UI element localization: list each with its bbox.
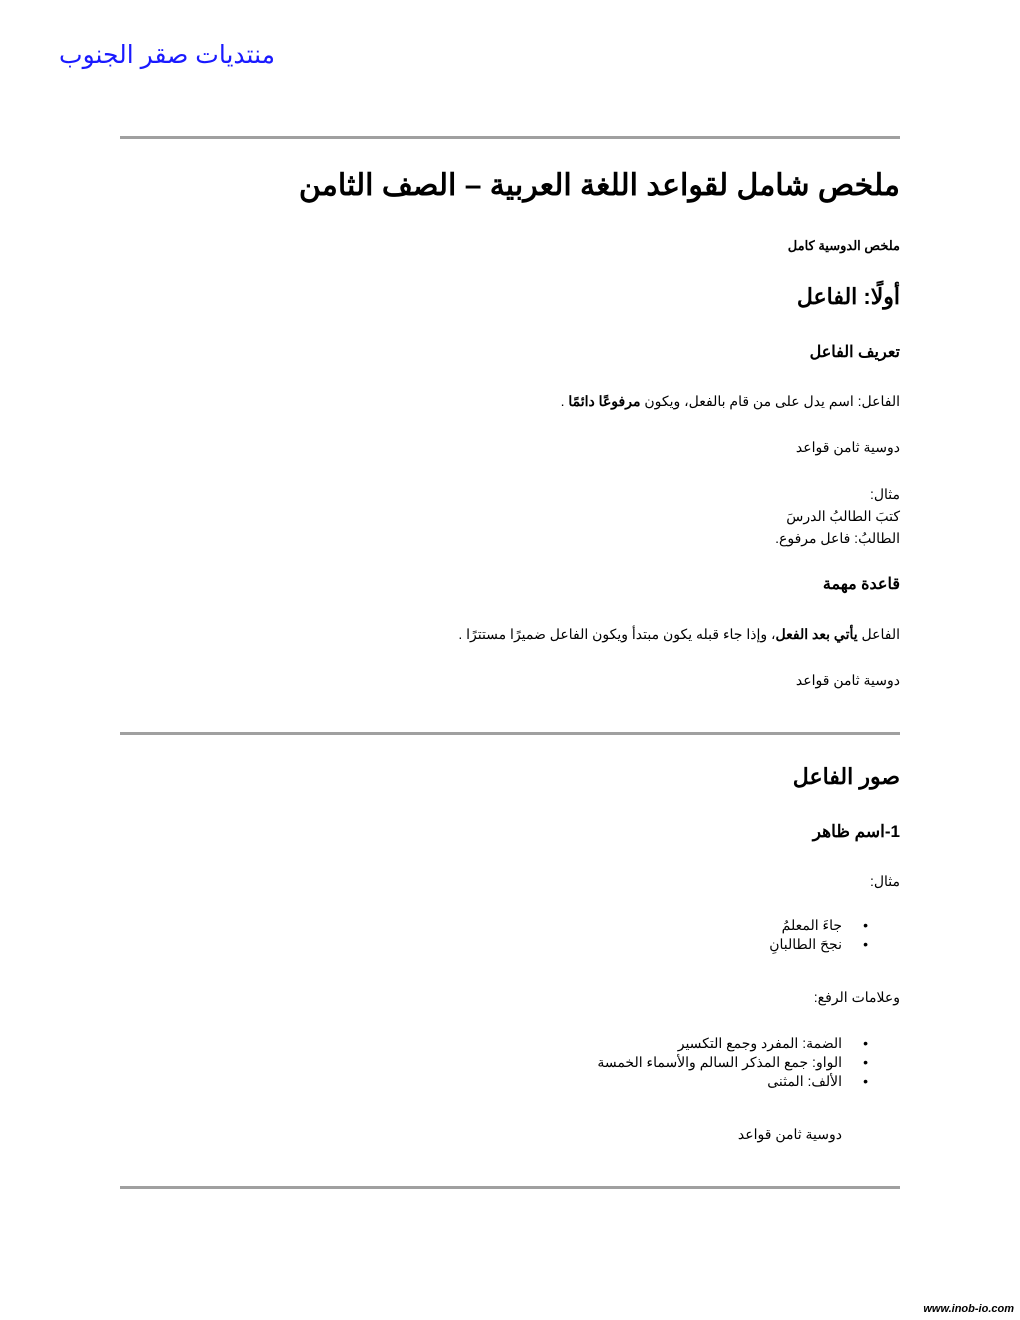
example-line: الطالبُ: فاعل مرفوع.: [775, 530, 900, 546]
example-label: مثال:: [869, 486, 900, 502]
rule-heading: قاعدة مهمة: [822, 576, 900, 593]
list-item: • نجحَ الطالبانِ: [120, 935, 900, 954]
list-item: • الواو: جمع المذكر السالم والأسماء الخمسة: [120, 1053, 900, 1072]
document-subtitle: ملخص الدوسية كامل: [787, 238, 900, 253]
example-label: مثال:: [869, 873, 900, 889]
definition-heading: تعريف الفاعل: [809, 344, 900, 361]
example-line: كتبَ الطالبُ الدرسَ: [786, 508, 900, 524]
divider: [120, 732, 900, 735]
examples-list: [120, 916, 900, 954]
definition-text-bold: مرفوعًا دائمًا: [568, 393, 641, 409]
site-title[interactable]: منتديات صقر الجنوب: [59, 41, 275, 69]
rule-text-start: الفاعل: [857, 626, 900, 642]
caption: دوسية ثامن قواعد: [795, 672, 900, 688]
caption: دوسية ثامن قواعد: [737, 1126, 842, 1142]
list-item: • جاءَ المعلمُ: [120, 916, 900, 935]
footer-url[interactable]: www.inob-io.com: [923, 1303, 1014, 1315]
divider: [120, 136, 900, 139]
definition-text-plain: الفاعل: اسم يدل على من قام بالفعل، ويكون: [640, 393, 900, 409]
section-heading-forms: صور الفاعل: [792, 764, 900, 789]
list-item: • الألف: المثنى: [120, 1072, 900, 1091]
list-item: • الضمة: المفرد وجمع التكسير: [120, 1034, 900, 1053]
definition-text-end: .: [560, 393, 569, 409]
rule-text-end: ، وإذا جاء قبله يكون مبتدأ ويكون الفاعل ضميرًا مستترًا .: [458, 626, 776, 642]
caption: دوسية ثامن قواعد: [795, 439, 900, 455]
marks-list: [120, 1034, 900, 1091]
document-title: ملخص شامل لقواعد اللغة العربية – الصف الثامن: [298, 169, 900, 202]
divider: [120, 1186, 900, 1189]
rule-text-bold: يأتي بعد الفعل: [775, 626, 858, 642]
marks-label: وعلامات الرفع:: [813, 989, 900, 1005]
sub-heading: [600, 822, 900, 842]
rule-text: [120, 624, 900, 644]
sub-heading-text: 1-اسم ظاهر: [812, 822, 900, 841]
section-heading-fael: أولًا: الفاعل: [796, 284, 900, 309]
definition-text: [120, 391, 900, 411]
